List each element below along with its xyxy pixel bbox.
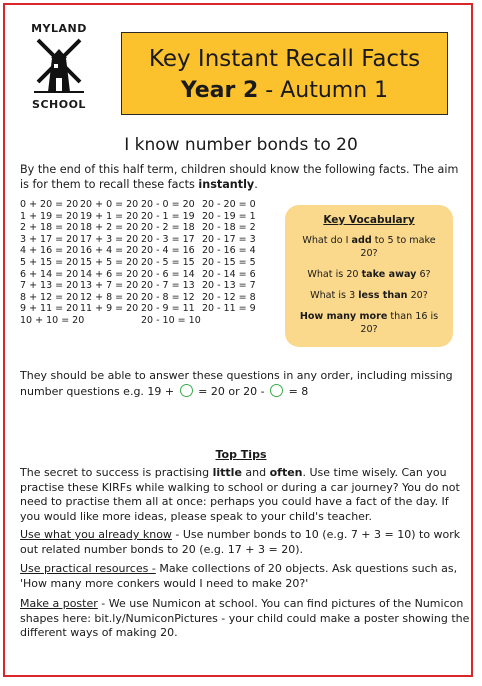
fact-item: 14 + 6 = 20 [80, 268, 139, 280]
fact-item: 12 + 8 = 20 [80, 291, 139, 303]
tip-emphasis: often [269, 466, 303, 479]
fact-item: 8 + 12 = 20 [20, 291, 79, 303]
fact-item: 16 + 4 = 20 [80, 245, 139, 257]
vocab-text: What is 20 [307, 269, 362, 280]
fact-item: 10 + 10 = 20 [20, 314, 85, 326]
fact-item: 20 - 2 = 18 [141, 222, 195, 234]
fact-item: 11 + 9 = 20 [80, 303, 139, 315]
fact-item: 1 + 19 = 20 [20, 210, 79, 222]
tip-heading: Make a poster [20, 597, 98, 610]
fact-item: 20 - 12 = 8 [202, 291, 256, 303]
tip-heading: Use practical resources - [20, 562, 156, 575]
tip-paragraph [20, 466, 470, 524]
fact-item: 17 + 3 = 20 [80, 233, 139, 245]
vocab-keyword: take away [361, 269, 417, 280]
vocab-text: 20? [407, 290, 428, 301]
facts-column-1 [20, 199, 84, 327]
answer-line: They should be able to answer these questions in any order, including missing [20, 369, 453, 382]
fact-item: 20 - 14 = 6 [202, 268, 256, 280]
fact-item: 20 - 7 = 13 [141, 280, 195, 292]
logo-bottom-text: SCHOOL [32, 98, 86, 111]
vocab-keyword: How many more [299, 311, 388, 322]
fact-item: 20 - 15 = 5 [202, 256, 256, 268]
topic-heading: I know number bonds to 20 [124, 135, 358, 155]
vocab-text: What is 3 [310, 290, 359, 301]
tip-paragraph [20, 597, 470, 641]
tip-paragraph [20, 528, 470, 557]
vocab-item [295, 289, 443, 302]
fact-item: 20 + 0 = 20 [80, 199, 139, 210]
vocab-item [295, 310, 443, 336]
year-label: Year 2 [180, 78, 259, 103]
key-vocabulary-box [285, 205, 453, 347]
vocab-text: than 16 is 20? [360, 311, 439, 335]
intro-end: . [254, 178, 258, 191]
example-text: = 20 or 20 - [198, 384, 265, 398]
tip-text: - We use Numicon at school. You can find pictures of the Numicon shapes here: bit.ly/NumiconPictures - your child could make a poster showing the different ways of making 20. [20, 597, 470, 640]
fact-item: 5 + 15 = 20 [20, 256, 79, 268]
tip-text: The secret to success is practising [20, 466, 213, 479]
tip-text: . Use time wisely. Can you practise these KIRFs while walking to school or during a car journey? You do not need to practise them all at once: perhaps you could have a fact of the day. If you would like more ideas, please speak to your child's teacher. [20, 466, 460, 523]
intro-emphasis: instantly [198, 178, 255, 191]
logo-top-text: MYLAND [31, 22, 87, 35]
blank-circle-icon [180, 384, 193, 397]
facts-column-3 [141, 199, 201, 327]
fact-item: 20 - 13 = 7 [202, 280, 256, 292]
fact-item: 20 - 4 = 16 [141, 245, 195, 257]
fact-item: 20 - 9 = 11 [141, 303, 195, 315]
intro-paragraph [20, 162, 470, 192]
fact-item: 3 + 17 = 20 [20, 233, 79, 245]
example-line [20, 384, 470, 400]
fact-item: 20 - 17 = 3 [202, 233, 256, 245]
header-box [121, 32, 448, 115]
tip-text: and [241, 466, 270, 479]
fact-item: 4 + 16 = 20 [20, 245, 79, 257]
fact-item: 20 - 19 = 1 [202, 210, 256, 222]
fact-item: 20 - 18 = 2 [202, 222, 256, 234]
vocab-item [295, 234, 443, 260]
fact-item: 20 - 0 = 20 [141, 199, 195, 210]
fact-item: 20 - 10 = 10 [141, 314, 201, 326]
vocab-title: Key Vocabulary [323, 214, 415, 226]
vocab-text: 6? [416, 269, 431, 280]
top-tips-heading: Top Tips [215, 448, 267, 461]
school-logo [18, 22, 100, 118]
fact-item: 13 + 7 = 20 [80, 280, 139, 292]
vocab-keyword: add [351, 235, 372, 246]
fact-item: 20 - 3 = 17 [141, 233, 195, 245]
fact-item: 6 + 14 = 20 [20, 268, 79, 280]
facts-column-2 [80, 199, 138, 315]
fact-item: 20 - 11 = 9 [202, 303, 256, 315]
fact-item: 15 + 5 = 20 [80, 256, 139, 268]
example-text: = 8 [288, 384, 309, 398]
vocab-text: What do I [302, 235, 352, 246]
fact-item: 20 - 6 = 14 [141, 268, 195, 280]
fact-item: 20 - 8 = 12 [141, 291, 195, 303]
tip-heading: Use what you already know [20, 528, 172, 541]
fact-item: 2 + 18 = 20 [20, 222, 79, 234]
tip-emphasis: little [212, 466, 242, 479]
missing-number-paragraph [20, 369, 470, 399]
fact-item: 7 + 13 = 20 [20, 280, 79, 292]
fact-item: 9 + 11 = 20 [20, 303, 79, 315]
fact-item: 20 - 20 = 0 [202, 199, 256, 210]
fact-item: 0 + 20 = 20 [20, 199, 79, 210]
windmill-icon [32, 34, 86, 94]
term-label: - Autumn 1 [258, 78, 389, 103]
vocab-item [295, 268, 443, 281]
fact-item: 18 + 2 = 20 [80, 222, 139, 234]
vocab-keyword: less than [358, 290, 408, 301]
fact-item: 20 - 16 = 4 [202, 245, 256, 257]
vocab-text: to 5 to make 20? [360, 235, 436, 259]
intro-text: By the end of this half term, children should know the following facts. The aim is for them to recall these facts [20, 163, 459, 191]
tip-text: Make collections of 20 objects. Ask questions such as, 'How many more conkers would I need to make 20?' [20, 562, 458, 590]
page-subheading [122, 77, 447, 105]
fact-item: 20 - 5 = 15 [141, 256, 195, 268]
tip-text: - Use number bonds to 10 (e.g. 7 + 3 = 10) to work out related number bonds to 20 (e.g. 17 + 3 = 20). [20, 528, 461, 556]
example-text: number questions e.g. 19 + [20, 384, 175, 398]
page-title: Key Instant Recall Facts [148, 46, 421, 72]
tip-paragraph [20, 562, 470, 591]
blank-circle-icon [270, 384, 283, 397]
fact-item: 19 + 1 = 20 [80, 210, 139, 222]
facts-column-4 [202, 199, 256, 315]
fact-item: 20 - 1 = 19 [141, 210, 195, 222]
